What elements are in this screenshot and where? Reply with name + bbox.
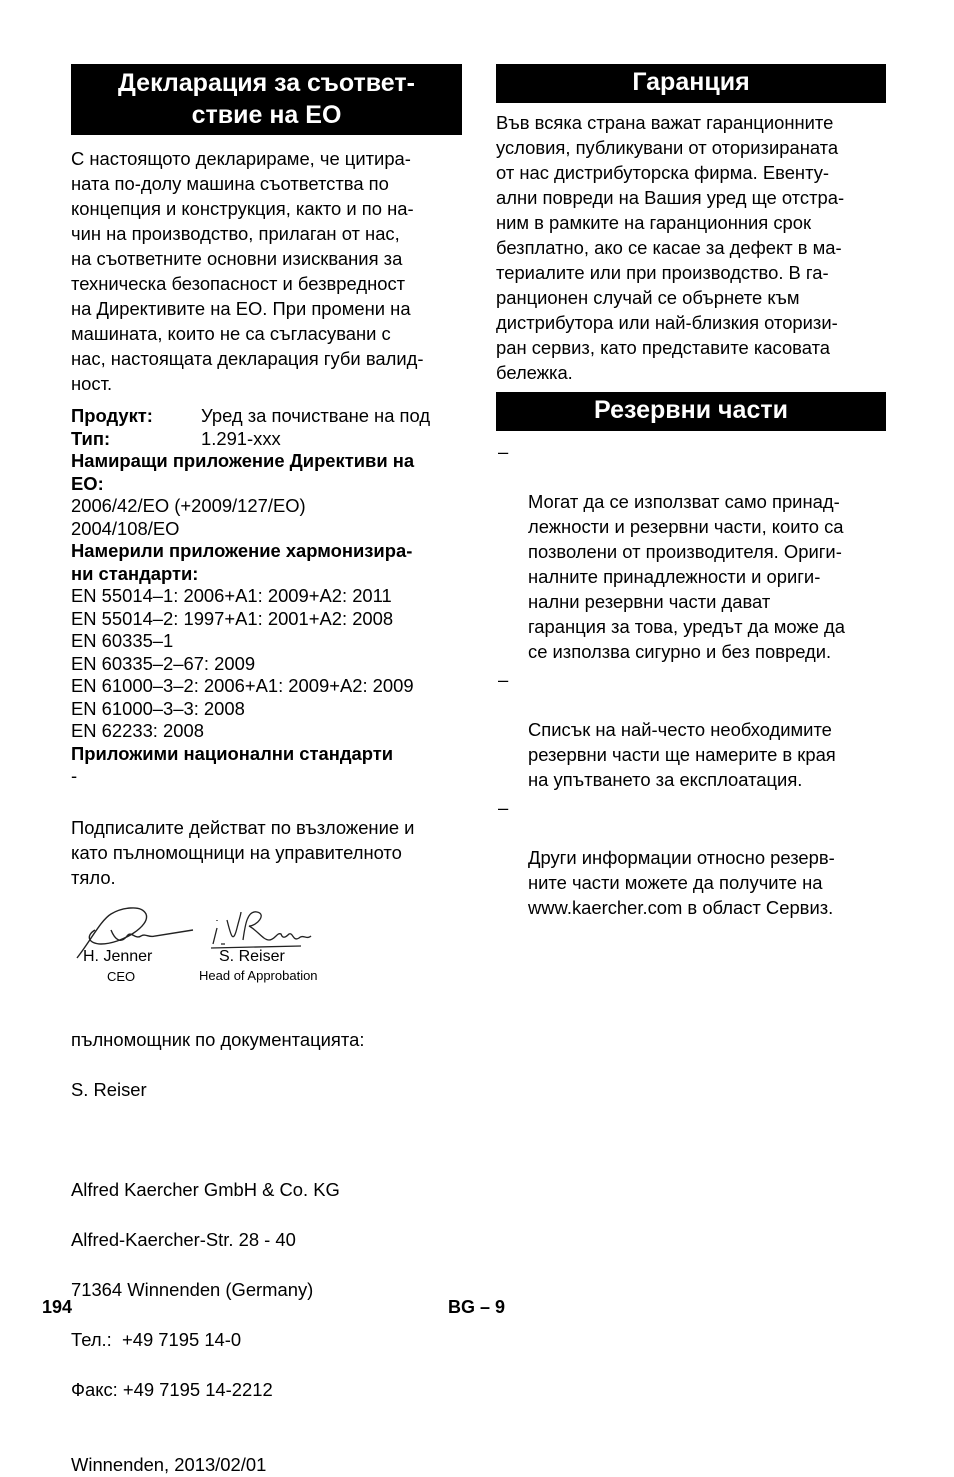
signer1-name: H. Jenner xyxy=(83,947,153,965)
doc-representative-label: пълномощник по документацията: xyxy=(71,1028,365,1050)
standard-item: EN 55014–2: 1997+A1: 2001+A2: 2008 xyxy=(71,607,394,629)
left-column xyxy=(71,64,462,1477)
warranty-text: Във всяка страна важат гаранционните условия, публикувани от оторизираната от нас дистрибуторска фирма. Евенту- ални повреди на Вашия уред ще отстра- ним в рамките на гаранционния срок безплатно, ако се касае за дефект в ма- териалите или при производство. В га- ранционен случай се обърнете към дистрибутора или най-близкия оторизи- ран сервиз, като представите касовата бележка. xyxy=(496,112,845,383)
address-line: Alfred-Kaercher-Str. 28 - 40 xyxy=(71,1228,296,1250)
address-line: Alfred Kaercher GmbH & Co. KG xyxy=(71,1178,340,1200)
declaration-heading xyxy=(71,64,462,135)
address-line: Тел.: +49 7195 14-0 xyxy=(71,1328,242,1350)
signers-note: Подписалите действат по възложение и като пълномощници на управителното тяло. xyxy=(71,816,415,888)
product-label: Продукт: xyxy=(71,405,153,426)
type-row xyxy=(71,428,462,451)
signer1-role: CEO xyxy=(107,968,136,984)
signer2-name: S. Reiser xyxy=(219,947,285,965)
directive-item: 2006/42/ЕО (+2009/127/ЕО) xyxy=(71,495,306,516)
bullet-mark: – xyxy=(498,669,509,690)
product-row xyxy=(71,405,462,428)
bullet-mark: – xyxy=(498,797,509,818)
section-label: BG – 9 xyxy=(448,1297,506,1317)
warranty-heading: Гаранция xyxy=(496,64,886,103)
type-value: 1.291-xxx xyxy=(201,427,281,449)
place-date: Winnenden, 2013/02/01 xyxy=(71,1453,267,1475)
standard-item: EN 62233: 2008 xyxy=(71,720,204,741)
product-fields xyxy=(71,405,462,788)
standard-item: EN 60335–1 xyxy=(71,630,174,651)
doc-representative xyxy=(71,1002,462,1127)
declaration-heading-text: Декларация за съответ- ствие на ЕО xyxy=(118,69,415,129)
page-number: 194 xyxy=(42,1297,73,1317)
standard-item: EN 55014–1: 2006+A1: 2009+A2: 2011 xyxy=(71,585,392,606)
list-item xyxy=(496,795,886,920)
list-item xyxy=(496,439,886,664)
right-column xyxy=(496,64,886,923)
directive-item: 2004/108/ЕО xyxy=(71,517,180,539)
standards-label: Намерили приложение хармонизира- ни стандарти: xyxy=(71,540,413,584)
national-standards-value: - xyxy=(71,765,78,786)
bullet-mark: – xyxy=(498,441,509,462)
directives-label: Намиращи приложение Директиви на ЕО: xyxy=(71,450,415,494)
signatures xyxy=(71,900,462,992)
spare-parts-heading: Резервни части xyxy=(496,392,886,431)
national-standards-label: Приложими национални стандарти xyxy=(71,742,394,764)
type-label: Тип: xyxy=(71,427,111,449)
spare-parts-list xyxy=(496,439,886,920)
doc-representative-name: S. Reiser xyxy=(71,1078,147,1100)
standard-item: EN 61000–3–2: 2006+A1: 2009+A2: 2009 xyxy=(71,675,414,696)
address-line: 71364 Winnenden (Germany) xyxy=(71,1278,314,1300)
list-item-text: Могат да се използват само принад- лежности и резервни части, които са позволени от производителя. Ориги- налните принадлежности и ориги- нални резервни части дават гаранция за това, уредът да може да се използва сигурно и без повреди. xyxy=(528,491,845,662)
list-item-text: Списък на най-често необходимите резервни части ще намерите в края на упътването за експлоатация. xyxy=(528,719,836,790)
declaration-intro: С настоящото декларираме, че цитира- ната по-долу машина съответства по концепция и конструкция, както и по на- чин на производство, прилаган от нас, на съответните основни изисквания за техническа безопасност и безвредност на Директивите на ЕО. При промени на машината, които не са съгласувани с нас, настоящата декларация губи валид- ност. xyxy=(71,148,424,394)
address-line: Факс: +49 7195 14-2212 xyxy=(71,1378,273,1400)
list-item-text: Други информации относно резерв- ните части можете да получите на www.kaercher.com в област Сервиз. xyxy=(528,847,835,918)
standard-item: EN 60335–2–67: 2009 xyxy=(71,652,256,674)
product-value: Уред за почистване на под xyxy=(201,405,431,426)
standard-item: EN 61000–3–3: 2008 xyxy=(71,697,245,719)
list-item xyxy=(496,667,886,792)
company-address xyxy=(71,1152,462,1427)
signer2-role: Head of Approbation xyxy=(199,967,318,983)
